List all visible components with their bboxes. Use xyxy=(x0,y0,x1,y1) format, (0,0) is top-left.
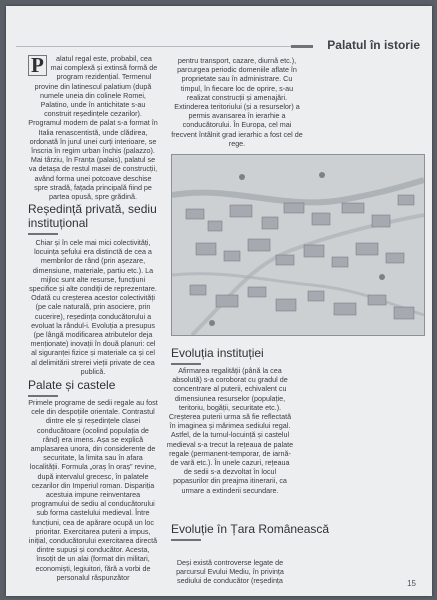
paragraph-transport: pentru transport, cazare, diurnă etc.), parcurgea periodic domeniile aflate în proprietate sau în administrare. Cu timpul, în fiecare loc de oprire, s-au realizat construcții și amenajări. Extinderea teritoriului (și a resurselor) a permis avansarea în ierarhie a conducătorului. În Europa, cel mai frecvent întâlnit grad ierarhic a fost cel de rege. xyxy=(171,56,303,148)
heading-resedinta: Reședință privată, sediu instituțional xyxy=(28,202,158,235)
right-column-end xyxy=(166,558,294,587)
map-drawing xyxy=(172,155,424,335)
heading-underline xyxy=(28,395,58,397)
section-title: Palatul în istorie xyxy=(313,36,426,54)
drop-cap: P xyxy=(28,55,47,76)
historic-map-illustration xyxy=(171,154,425,336)
intro-text: alatul regal este, probabil, cea mai complexă și extinsă formă de program rezidențial. Termenul provine din latinescul palatium (după numele uneia din colinele Romei, Palatino, unde în antichitate s-au construit reședințele cezarilor). Programul modern de palat s-a format în Italia renascentistă, unde clădirea, ordonată în jurul unei curți interioare, se înscria în regim urban închis (palazzo). Mai târziu, în Franța (palais), palatul se va detașa de restul masei de construcții, având forma unei potcoave deschise spre stradă, fațada principală fiind pe partea opusă, spre grădină. xyxy=(28,54,158,202)
heading-evolutia-institutiei: Evoluția instituției xyxy=(171,346,421,365)
left-column-2 xyxy=(28,238,158,377)
page-number: 15 xyxy=(407,579,416,588)
paragraph-resedinta: Chiar și în cele mai mici colectivități, locuința șefului era distinctă de cea a membrilor de rând (prin așezare, dimensiune, materiale, partiu etc.). La mijloc sunt alte resurse, funcțiuni specifice și alte condiții de reprezentare. Odată cu creșterea acestor colectivități (pe cale naturală, prin asociere, prin cucerire), reședința conducătorului a evoluat la rândul-i. Evoluția a presupus (pe lângă modificarea atributelor deja menționate) inovații în două planuri: cel al siguranței fizice și materiale ca și cel al delimitării strerei vieții private de cea publică. xyxy=(29,238,157,376)
heading-palate: Palate și castele xyxy=(28,378,158,397)
left-column-3 xyxy=(28,398,158,583)
right-column-top xyxy=(171,56,303,149)
paragraph-tara-romaneasca: Deși există controverse legate de parcursul Evului Mediu, în privința sediului de conducător (reședința xyxy=(176,558,284,586)
heading-underline xyxy=(171,363,201,365)
left-column xyxy=(28,54,158,202)
intro-paragraph xyxy=(28,54,158,201)
heading-underline xyxy=(28,233,58,235)
heading-underline xyxy=(171,539,201,541)
heading-tara-romaneasca: Evoluție în Țara Românească xyxy=(171,522,421,541)
paragraph-evolutia: Afirmarea regalității (până la cea absolută) s-a coroborat cu gradul de concentrare al puterii, echivalent cu dimensiunea resurselor (populație, teritoriu, bogății, securitate etc.). Creșterea puterii urma să fie reflectată în imaginea și mărimea sediului regal. Astfel, de la turnul-locuință și castelul medieval s-a trecut la rețeaua de palate regale (permanent-temporar, de iarnă-de vară etc.). În unele cazuri, rețeaua de sedii s-a dezvoltat în locul popasurilor din preajma itinerarii, ca urmare a extinderii secundare. xyxy=(166,366,294,495)
book-page xyxy=(6,6,432,596)
right-column-bottom xyxy=(166,366,294,496)
paragraph-palate: Primele programe de sedii regale au fost cele din despoțiile orientale. Contrastul dintre ele și reședințele clasei conducătoare (ocolind populația de rând) era imens. Așa se explică amplasarea unora, din considerente de securitate, la limita sau în afara localității. Formula „oraș în oraș” revine, după intervalul grecesc, în palatele cezarilor din Imperiul roman. Dispariția acestuia impune reinventarea programului de sediu al conducătorului sub forma castelului medieval. Între funcțiuni, cea de apărare ocupă un loc prioritar. Exercitarea puterii a impus, inițial, conducătorului exercitarea directă dintre supuși și conducător. Acesta, însoțit de un alai (format din militari, economiști, legiuitori, fără a vorbi de personalul răspunzător xyxy=(28,398,158,582)
